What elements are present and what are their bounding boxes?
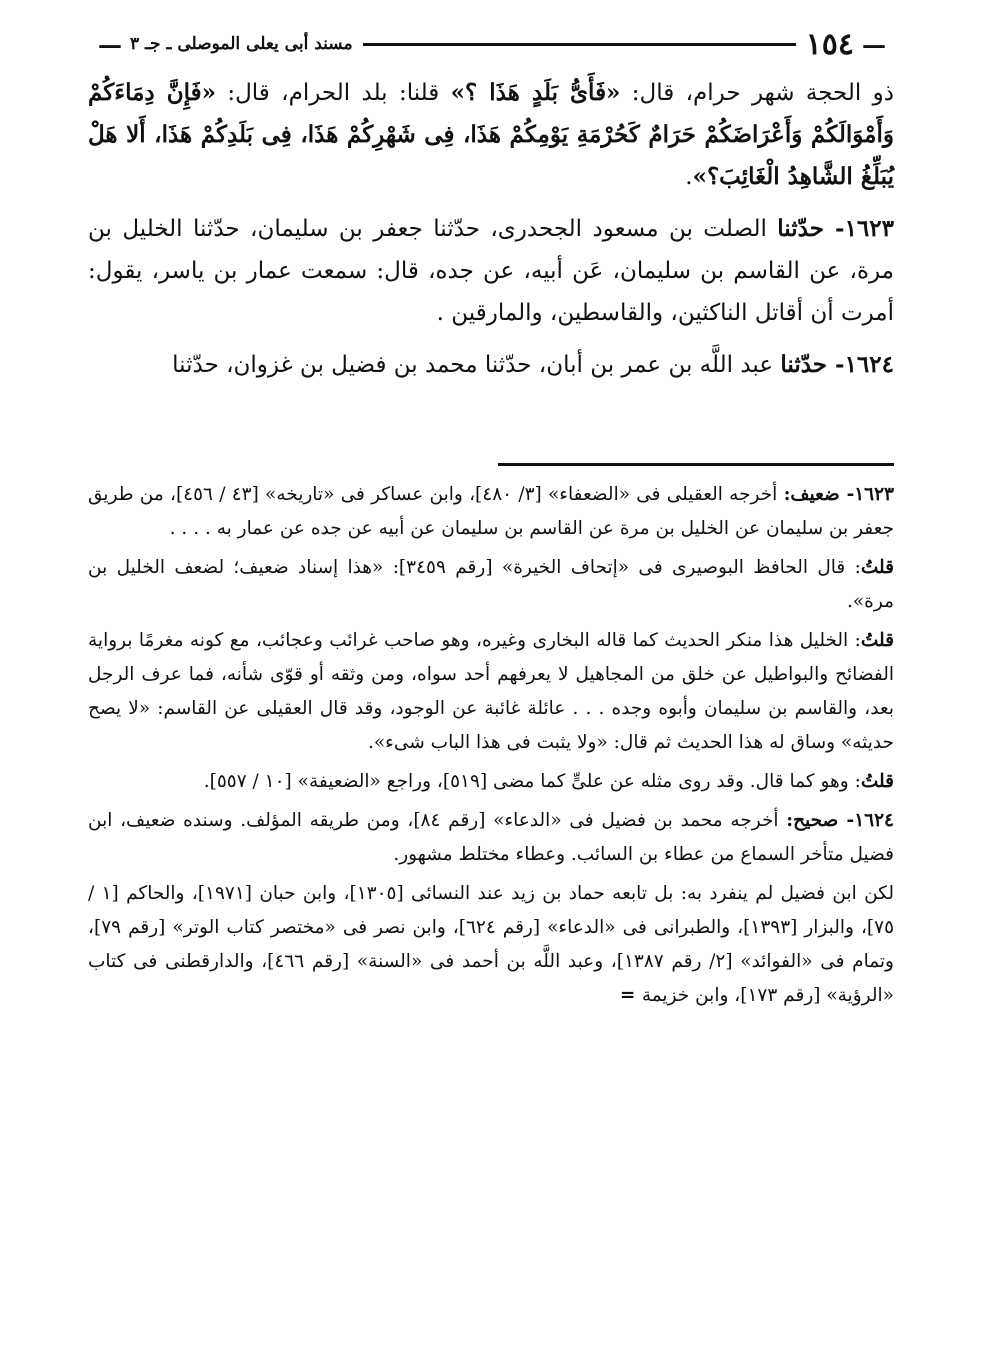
- header-dash: —: [862, 29, 886, 59]
- footnote-comment-1: [88, 551, 894, 619]
- comment-text: : قال الحافظ البوصيرى فى «إتحاف الخيرة» [رقم ٣٤٥٩]: «هذا إسناد ضعيف؛ لضعف الخليل بن مرة».: [88, 557, 894, 612]
- text-run: ذو الحجة شهر حرام، قال:: [620, 80, 894, 106]
- text-run: قلنا: بلد الحرام، قال:: [215, 80, 451, 106]
- footnote-number: ١٦٢٣-: [846, 484, 894, 505]
- hadith-continuation: [88, 72, 894, 198]
- footnote-1624: [88, 804, 894, 872]
- hadith-text: عبد اللَّه بن عمر بن أبان، حدّثنا محمد بن فضيل بن غزوان، حدّثنا: [172, 352, 781, 378]
- footnote-text: لكن ابن فضيل لم ينفرد به: بل تابعه حماد بن زيد عند النسائى [١٣٠٥]، وابن حبان [١٩٧١]، والحاكم [١ / ٧٥]، والبزار [١٣٩٣]، والطبرانى فى «الدعاء» [رقم ٦٢٤]، وابن نصر فى «مختصر كتاب الوتر» [رقم ٧٩]، وتمام فى «الفوائد» [٢/ رقم ١٣٨٧]، وعبد اللَّه بن أحمد فى «السنة» [رقم ٤٦٦]، والدارقطنى فى كتاب «الرؤية» [رقم ١٧٣]، وابن خزيمة: [88, 883, 895, 1006]
- hadith-number: ١٦٢٣: [844, 215, 894, 242]
- text-run: .: [685, 164, 693, 190]
- quote-run: «فَأَىُّ بَلَدٍ هَذَا ؟»: [450, 79, 621, 106]
- hadith-1624: [88, 344, 894, 386]
- hadith-number: ١٦٢٤: [844, 351, 894, 378]
- hadith-lead: - حدّثنا: [777, 215, 845, 242]
- footnote-text: أخرجه محمد بن فضيل فى «الدعاء» [رقم ٨٤]، ومن طريقه المؤلف. وسنده ضعيف، ابن فضيل متأخر السماع من عطاء بن السائب. وعطاء مختلط مشهور.: [88, 810, 894, 865]
- footnotes: [88, 478, 894, 1018]
- comment-text: : الخليل هذا منكر الحديث كما قاله البخارى وغيره، وهو صاحب غرائب وعجائب، مع كونه مغرمًا برواية الفضائح والبواطيل عن خلق من المجاهيل لا يعرفهم أحد سواه، ومن وثقه أو قوّى شأنه، فما عرف الرجل بعد، والقاسم بن سليمان وأبوه وجده . . . عائلة غائبة عن الوجود، وقد قال العقيلى عن القاسم: «لا يصح حديثه» وساق له هذا الحديث ثم قال: «ولا يثبت فى هذا الباب شىء».: [88, 630, 894, 753]
- hadith-1623: [88, 208, 894, 334]
- running-head: مسند أبى يعلى الموصلى ـ جـ ٣: [130, 34, 353, 54]
- comment-text: : وهو كما قال. وقد روى مثله عن علىٍّ كما مضى [٥١٩]، وراجع «الضعيفة» [١٠ / ٥٥٧].: [203, 771, 861, 792]
- footnote-comment-3: [88, 765, 894, 799]
- footnote-1623: [88, 478, 894, 546]
- footnote-comment-2: [88, 624, 894, 760]
- comment-label: قلتُ: [860, 771, 894, 792]
- quote-run: «فَإِنَّ دِمَاءَكُمْ وَأَمْوَالَكُمْ وَأَعْرَاضَكُمْ حَرَامٌ كَحُرْمَةِ يَوْمِكُمْ هَذَا، فِى شَهْرِكُمْ هَذَا، فِى بَلَدِكُمْ هَذَا، أَلا هَلْ يُبَلِّغُ الشَّاهِدُ الْغَائِبَ؟»: [88, 79, 894, 190]
- footnote-grade: صحيح:: [786, 810, 847, 831]
- continuation-mark: =: [619, 985, 642, 1006]
- footnote-number: ١٦٢٤-: [846, 810, 894, 831]
- footnote-1624-continued: [88, 877, 894, 1013]
- hadith-text: الصلت بن مسعود الجحدرى، حدّثنا جعفر بن سليمان، حدّثنا الخليل بن مرة، عن القاسم بن سليمان، عَن أبيه، عن جده، قال: سمعت عمار بن ياسر، يقول: أمرت أن أقاتل الناكثين، والقاسطين، والمارقين .: [88, 216, 894, 326]
- comment-label: قلتُ: [860, 557, 894, 578]
- hadith-lead: - حدّثنا: [780, 351, 845, 378]
- main-text: [88, 72, 894, 396]
- footnote-text: أخرجه العقيلى فى «الضعفاء» [٣/ ٤٨٠]، وابن عساكر فى «تاريخه» [٤٣ / ٤٥٦]، من طريق جعفر بن سليمان عن الخليل بن مرة عن القاسم بن سليمان عن أبيه عن جده عن عمار به . . . .: [88, 484, 894, 539]
- footnote-separator: [498, 463, 894, 466]
- comment-label: قلتُ: [860, 630, 894, 651]
- header-dash-end: —: [98, 29, 122, 59]
- header-rule: [363, 43, 796, 46]
- footnote-grade: ضعيف:: [783, 484, 847, 505]
- page-number: ١٥٤: [805, 26, 854, 62]
- page-header: [90, 24, 894, 64]
